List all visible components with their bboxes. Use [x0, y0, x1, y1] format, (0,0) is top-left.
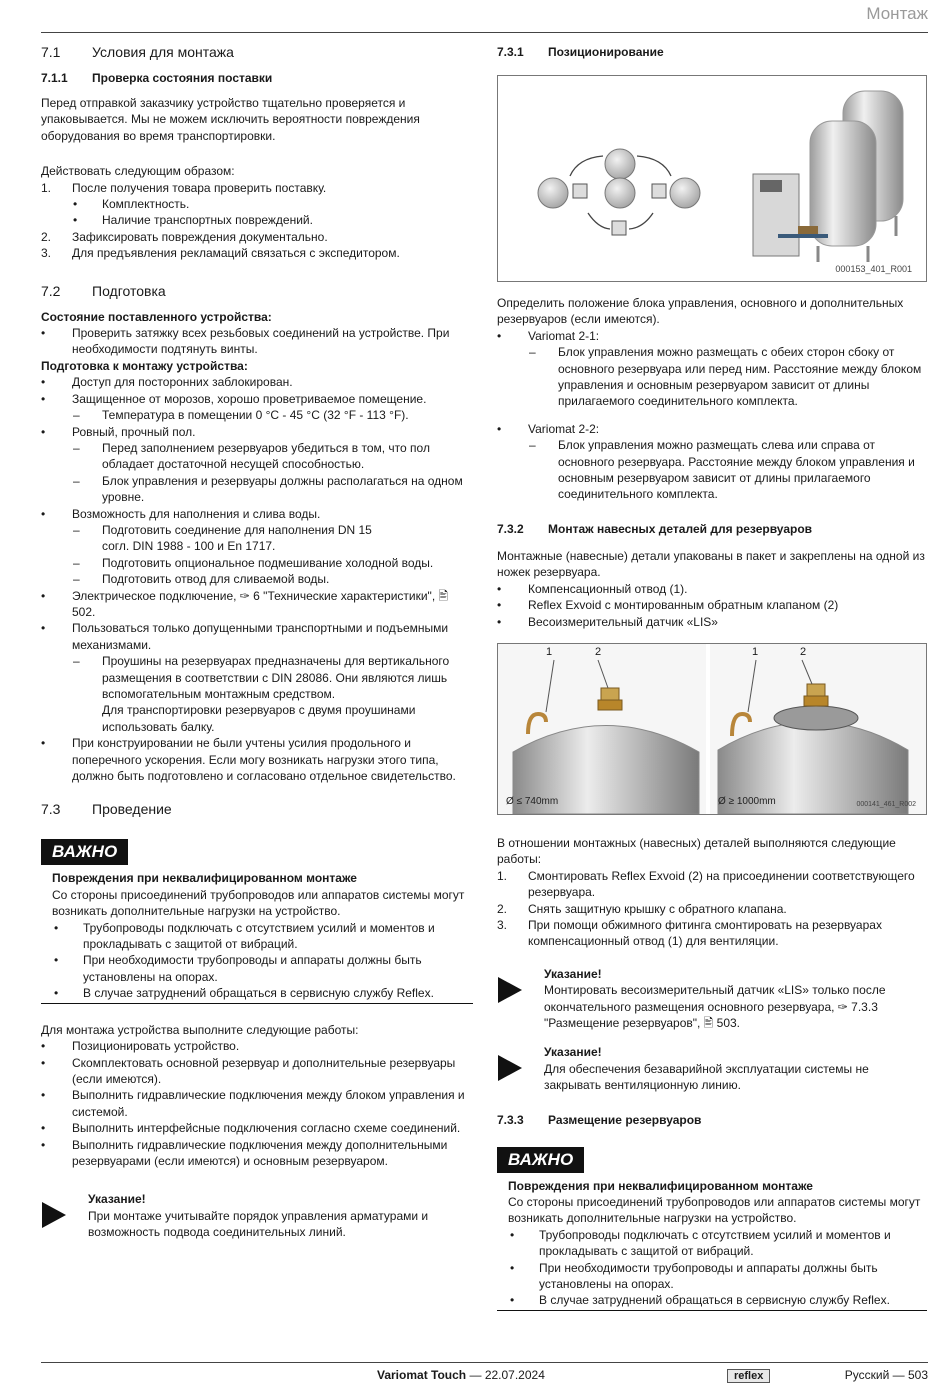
arrow-right-icon: [497, 1044, 544, 1093]
note-box: [497, 966, 927, 1032]
list-item: • Весоизмерительный датчик «LIS»: [497, 614, 718, 629]
list-item: • Позиционировать устройство.: [41, 1039, 240, 1054]
list-item: • Проверить затяжку всех резьбовых соединений на устройстве. При необходимости подтянуть винты.: [41, 326, 450, 357]
list-item: • Доступ для посторонних заблокирован.: [41, 375, 293, 390]
positioning-diagram: [498, 76, 927, 281]
callout-1-right: 1: [752, 645, 759, 658]
arrow-right-icon: [497, 966, 544, 1032]
important-title: Повреждения при неквалифицированном монтаже: [508, 1178, 813, 1193]
heading-7-3-3: [497, 1113, 927, 1127]
heading-title: Проверка состояния поставки: [92, 71, 273, 85]
note-title: Указание!: [88, 1192, 146, 1207]
important-badge: ВАЖНО: [41, 839, 128, 865]
list-item: – Подготовить опциональное подмешивание холодной воды.: [73, 555, 434, 570]
footer-date: 22.07.2024: [484, 1368, 545, 1382]
important-badge: ВАЖНО: [497, 1147, 584, 1173]
fittings-figure: [497, 643, 927, 815]
left-column: [41, 42, 473, 1241]
list-item: • Variomat 2-1:: [497, 328, 600, 343]
list-item: – Блок управления и резервуары должны располагаться на одном уровне.: [73, 473, 463, 505]
list-item: • Трубопроводы подключать с отсутствием усилий и моментов и прокладывать с защитой от вибраций.: [510, 1227, 891, 1259]
paragraph: В отношении монтажных (навесных) деталей выполняются следующие работы:: [497, 835, 896, 867]
important-box: [497, 1147, 927, 1311]
diameter-label-large: Ø ≥ 1000mm: [718, 795, 776, 807]
heading-7-2: [41, 283, 473, 299]
footer-rule: [41, 1362, 928, 1363]
list-item: • Трубопроводы подключать с отсутствием усилий и моментов и прокладывать с защитой от вибраций.: [54, 920, 435, 952]
subheading: Подготовка к монтажу устройства:: [41, 358, 248, 373]
note-title: Указание!: [544, 966, 602, 981]
paragraph: Монтажные (навесные) детали упакованы в пакет и закреплены на одной из ножек резервуара.: [497, 548, 925, 580]
heading-7-3-1: [497, 45, 927, 59]
list-item: 3. При помощи обжимного фитинга смонтировать на резервуарах компенсационный отвод (1) для вентиляции.: [497, 917, 882, 949]
list-item: • При необходимости трубопроводы и аппараты должны быть установлены на опорах.: [54, 953, 422, 984]
list-item: – Блок управления можно размещать слева или справа от основного резервуара. Расстояние между блоком управления и основным резервуаром зависит от длины прилагаемого соединительного комплекта.: [529, 438, 915, 502]
tank-illustration: [753, 91, 903, 262]
heading-number: 7.3.3: [497, 1112, 524, 1127]
list-item: • Защищенное от морозов, хорошо проветриваемое помещение.: [41, 391, 427, 406]
list-item: • Ровный, прочный пол.: [41, 424, 196, 439]
callout-2-left: 2: [595, 645, 602, 658]
heading-title: Позиционирование: [548, 45, 664, 59]
list-item: – Температура в помещении 0 °C - 45 °C (32 °F - 113 °F).: [73, 408, 409, 423]
reflex-logo: reflex: [727, 1368, 770, 1383]
list-item: • Скомплектовать основной резервуар и дополнительные резервуары (если имеются).: [41, 1055, 456, 1086]
list-item: • Variomat 2-2:: [497, 421, 600, 436]
list-item: • В случае затруднений обращаться в сервисную службу Reflex.: [54, 986, 434, 1001]
footer-product: Variomat Touch — 22.07.2024: [377, 1368, 545, 1382]
header-rule: [41, 32, 928, 33]
heading-7-1-1: [41, 71, 473, 85]
paragraph: Определить положение блока управления, основного и дополнительных резервуаров (если имеются).: [497, 296, 904, 327]
header-section: Монтаж: [866, 4, 928, 23]
paragraph: Для монтажа устройства выполните следующие работы:: [41, 1022, 359, 1037]
note-box: [41, 1191, 473, 1240]
list-item: 2. Зафиксировать повреждения документально.: [41, 229, 328, 244]
heading-7-3: [41, 801, 473, 817]
right-column: [497, 42, 927, 1311]
list-item: • Reflex Exvoid с монтированным обратным клапаном (2): [497, 598, 839, 613]
note-title: Указание!: [544, 1045, 602, 1060]
list-item: – Блок управления можно размещать с обеих сторон сбоку от основного резервуара или перед ним. Расстояние между блоком управления и основным резервуаром зависит от длины прилагаемого соединительного комплекта.: [529, 345, 922, 409]
list-item: • Наличие транспортных повреждений.: [73, 213, 313, 228]
list-item: • Пользоваться только допущенными транспортными и подъемными механизмами.: [41, 621, 449, 652]
page-number: 503: [907, 1368, 928, 1382]
paragraph: Перед отправкой заказчику устройство тщательно проверяется и упаковывается. Мы не можем исключить вероятности повреждения оборудования во время транспортировки.: [41, 96, 420, 143]
list-item: • Возможность для наполнения и слива воды.: [41, 506, 321, 521]
heading-number: 7.2: [41, 282, 61, 299]
list-item: • Выполнить интерфейсные подключения согласно схеме соединений.: [41, 1121, 461, 1136]
list-item: • Компенсационный отвод (1).: [497, 581, 688, 596]
list-item: – Подготовить отвод для сливаемой воды.: [73, 572, 330, 587]
footer-page: Русский — 503: [844, 1368, 928, 1382]
list-item: – Проушины на резервуарах предназначены для вертикального размещения в соответствии с DIN 28086. Они являются лишь вспомогательным монтажным средством.: [73, 654, 450, 701]
heading-title: Проведение: [92, 801, 172, 818]
note-box: [497, 1044, 927, 1093]
heading-title: Подготовка: [92, 282, 166, 299]
fittings-diagram: [498, 644, 927, 814]
figure-code: 000153_401_R001: [835, 264, 912, 274]
list-item: 1. Смонтировать Reflex Exvoid (2) на присоединении соответствующего резервуара.: [497, 868, 915, 900]
heading-number: 7.3: [41, 801, 61, 818]
tank-top-view-icon: [538, 149, 700, 208]
list-item: • При необходимости трубопроводы и аппараты должны быть установлены на опорах.: [510, 1260, 878, 1292]
arrow-right-icon: [41, 1191, 88, 1240]
list-item: 1. После получения товара проверить поставку.: [41, 180, 327, 195]
important-text: Со стороны присоединений трубопроводов или аппаратов системы могут возникать дополнительные нагрузки на устройство.: [508, 1195, 921, 1226]
list-item: – Перед заполнением резервуаров убедиться в том, что пол обладает достаточной несущей способностью.: [73, 440, 430, 472]
note-text: Монтировать весоизмерительный датчик «LIS» только после окончательного размещения основного резервуара, ✑ 7.3.3 "Размещение резервуаров", 🖹 503.: [544, 983, 886, 1030]
list-item: • Выполнить гидравлические подключения между блоком управления и системой.: [41, 1088, 465, 1119]
heading-7-3-2: [497, 522, 927, 536]
list-item: • Комплектность.: [73, 197, 190, 212]
list-item: • В случае затруднений обращаться в сервисную службу Reflex.: [510, 1293, 890, 1308]
subheading: Состояние поставленного устройства:: [41, 309, 272, 324]
heading-number: 7.3.2: [497, 521, 524, 536]
important-text: Со стороны присоединений трубопроводов или аппаратов системы могут возникать дополнительные нагрузки на устройство.: [52, 887, 465, 919]
important-body: [497, 1178, 927, 1311]
list-item: 3. Для предъявления рекламаций связаться с экспедитором.: [41, 246, 400, 261]
important-box: [41, 839, 473, 1003]
list-item: • При конструировании не были учтены усилия продольного и поперечного ускорения. Если могу возникать нагрузки этого типа, должно быть подготовлено и согласовано отдельное свидетельство.: [41, 736, 456, 784]
callout-2-right: 2: [800, 645, 807, 658]
heading-title: Размещение резервуаров: [548, 1112, 702, 1127]
figure-code: 000141_461_R002: [856, 800, 916, 808]
diameter-label-small: Ø ≤ 740mm: [506, 795, 559, 807]
heading-number: 7.1: [41, 44, 61, 60]
heading-number: 7.1.1: [41, 71, 68, 85]
heading-title: Монтаж навесных деталей для резервуаров: [548, 521, 813, 536]
note-text: При монтаже учитывайте порядок управления арматурами и возможность подвода соединительных линий.: [88, 1208, 429, 1240]
list-item-continuation: Для транспортировки резервуаров с двумя проушинами использовать балку.: [102, 703, 416, 734]
heading-7-1: [41, 44, 473, 60]
paragraph: Действовать следующим образом:: [41, 164, 235, 179]
note-text: Для обеспечения безаварийной эксплуатации системы не закрывать вентиляционную линию.: [544, 1061, 869, 1093]
important-body: [41, 870, 473, 1003]
heading-number: 7.3.1: [497, 45, 524, 59]
footer-language: Русский: [844, 1368, 890, 1382]
list-item: • Электрическое подключение, ✑ 6 "Технические характеристики", 🖹 502.: [41, 588, 449, 619]
list-item: • Выполнить гидравлические подключения между дополнительными резервуарами (если имеются) и основным резервуаром.: [41, 1137, 448, 1168]
important-title: Повреждения при неквалифицированном монтаже: [52, 871, 357, 886]
heading-title: Условия для монтажа: [92, 44, 234, 60]
positioning-figure: [497, 75, 927, 282]
list-item: 2. Снять защитную крышку с обратного клапана.: [497, 901, 787, 916]
callout-1-left: 1: [546, 645, 553, 658]
list-item: – Подготовить соединение для наполнения DN 15 согл. DIN 1988 - 100 и En 1717.: [73, 522, 372, 554]
